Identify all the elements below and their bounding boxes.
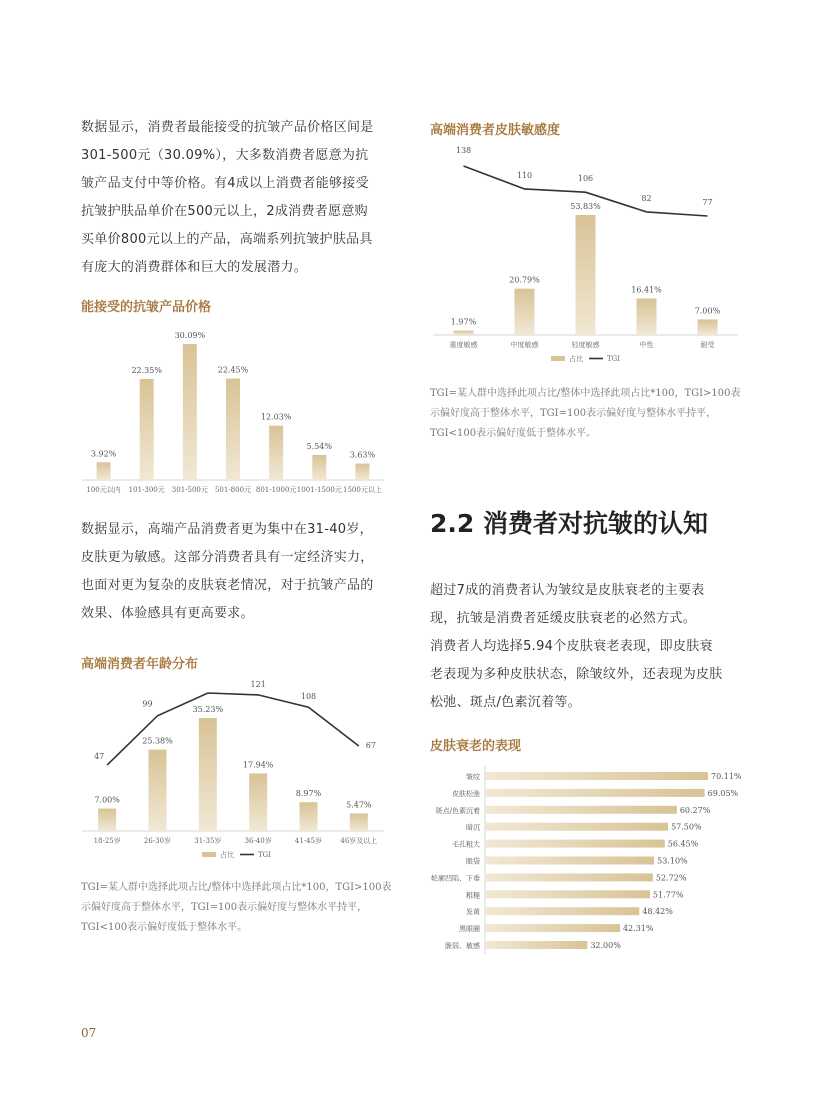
- tgi-value-label: 106: [577, 174, 594, 184]
- category-label: 26-30岁: [143, 837, 172, 845]
- bar: [249, 773, 267, 831]
- note-line: TGI<100表示偏好度低于整体水平。: [430, 428, 597, 439]
- category-label: 脆弱、敏感: [445, 942, 480, 950]
- bar: [486, 823, 668, 831]
- category-label: 轻度敏感: [571, 341, 600, 349]
- tgi-value-label: 138: [455, 146, 472, 155]
- category-label: 耐受: [700, 341, 715, 349]
- awareness-paragraph: [430, 577, 750, 717]
- bar: [576, 215, 596, 335]
- tgi-value-label: 67: [365, 741, 376, 751]
- legend-label: 占比: [220, 851, 234, 859]
- note-line: TGI=某人群中选择此项占比/整体中选择此项占比*100，TGI>100表: [430, 388, 741, 399]
- page-number: 07: [81, 1026, 97, 1040]
- age-paragraph: [81, 516, 401, 628]
- category-label: 18-25岁: [93, 837, 121, 845]
- category-label: 41-45岁: [294, 837, 323, 845]
- bar: [312, 455, 326, 480]
- category-label: 发黄: [466, 908, 480, 917]
- bar-value-label: 42.31%: [622, 924, 654, 934]
- text-line: 抗皱护肤品单价在500元以上，2成消费者愿意购: [81, 204, 368, 219]
- category-label: 重度敏感: [449, 341, 478, 349]
- bar-value-label: 30.09%: [174, 331, 206, 340]
- tgi-value-label: 121: [250, 679, 266, 689]
- bar-value-label: 7.00%: [694, 306, 721, 316]
- bar: [140, 379, 154, 480]
- text-line: 现，抗皱是消费者延缓皮肤衰老的必然方式。: [430, 611, 697, 626]
- category-label: 中性: [639, 341, 654, 349]
- bar-value-label: 51.77%: [652, 890, 684, 900]
- category-label: 皮肤松弛: [452, 789, 480, 798]
- bar: [486, 873, 653, 881]
- category-label: 100元以内: [86, 486, 121, 494]
- section-heading: 2.2 消费者对抗皱的认知: [430, 509, 708, 538]
- text-line: 效果、体验感具有更高要求。: [81, 606, 254, 621]
- tgi-note-right: [430, 384, 750, 444]
- category-label: 801-1000元: [255, 486, 297, 494]
- bar: [454, 331, 474, 335]
- legend-label: 占比: [569, 355, 583, 363]
- category-label: 黑眼圈: [459, 925, 480, 934]
- bar-value-label: 12.03%: [260, 412, 292, 422]
- note-line: 示偏好度高于整体水平，TGI=100表示偏好度与整体水平持平，: [430, 408, 717, 419]
- tgi-value-label: 77: [702, 198, 713, 207]
- text-line: 皮肤更为敏感。这部分消费者具有一定经济实力，: [81, 550, 374, 565]
- category-label: 暗沉: [466, 823, 480, 832]
- bar: [98, 809, 116, 831]
- bar: [183, 344, 197, 480]
- age-chart: [78, 676, 408, 871]
- bar: [149, 750, 167, 831]
- text-line: 数据显示，高端产品消费者更为集中在31-40岁，: [81, 522, 373, 537]
- bar-value-label: 56.45%: [667, 839, 699, 849]
- note-line: TGI=某人群中选择此项占比/整体中选择此项占比*100，TGI>100表: [81, 882, 392, 893]
- bar: [637, 298, 657, 335]
- legend-label: TGI: [607, 355, 621, 363]
- bar-value-label: 53.10%: [657, 856, 688, 866]
- aging-chart: [428, 764, 748, 954]
- bar-value-label: 48.42%: [642, 907, 673, 917]
- bar: [698, 319, 718, 335]
- sensitivity-chart-title: 高端消费者皮肤敏感度: [430, 123, 561, 138]
- bar-value-label: 57.50%: [671, 822, 702, 832]
- bar-value-label: 17.94%: [242, 760, 274, 770]
- bar-value-label: 20.79%: [509, 275, 540, 285]
- tgi-value-label: 47: [94, 752, 105, 761]
- bar: [486, 789, 705, 797]
- aging-chart-title: 皮肤衰老的表现: [430, 739, 522, 754]
- category-label: 中度敏感: [510, 341, 539, 349]
- note-line: TGI<100表示偏好度低于整体水平。: [81, 922, 248, 933]
- text-line: 超过7成的消费者认为皱纹是皮肤衰老的主要表: [430, 583, 705, 598]
- category-label: 301-500元: [171, 486, 208, 494]
- legend-swatch-bar: [551, 356, 565, 361]
- text-line: 老表现为多种皮肤状态，除皱纹外，还表现为皮肤: [430, 667, 723, 682]
- bar: [350, 813, 368, 831]
- category-label: 皱纹: [466, 773, 480, 781]
- category-label: 斑点/色素沉着: [435, 806, 480, 815]
- text-line: 数据显示，消费者最能接受的抗皱产品价格区间是: [81, 120, 374, 135]
- price-chart-title: 能接受的抗皱产品价格: [81, 300, 212, 315]
- bar-value-label: 8.97%: [295, 789, 322, 799]
- category-label: 501-800元: [214, 486, 252, 494]
- category-label: 轮廓凹陷、下垂: [431, 874, 480, 883]
- bar-value-label: 35.23%: [192, 705, 224, 714]
- bar: [355, 464, 369, 480]
- category-label: 毛孔粗大: [452, 840, 480, 849]
- bar: [515, 289, 535, 335]
- category-label: 46岁及以上: [340, 837, 378, 845]
- bar-value-label: 16.41%: [631, 285, 662, 295]
- bar: [97, 462, 111, 480]
- category-label: 眼袋: [466, 857, 480, 866]
- bar: [486, 924, 620, 932]
- text-line: 买单价800元以上的产品，高端系列抗皱护肤品具: [81, 232, 373, 247]
- category-label: 31-35岁: [194, 837, 222, 845]
- bar-value-label: 1.97%: [450, 317, 477, 327]
- tgi-value-label: 108: [300, 692, 317, 702]
- legend-label: TGI: [258, 851, 272, 859]
- bar-value-label: 22.45%: [217, 365, 249, 375]
- bar-value-label: 53.83%: [570, 202, 601, 211]
- tgi-value-label: 99: [142, 699, 153, 709]
- bar: [226, 379, 240, 480]
- price-chart: [78, 318, 408, 498]
- bar: [486, 857, 654, 865]
- text-line: 消费者人均选择5.94个皮肤衰老表现，即皮肤衰: [430, 639, 713, 654]
- age-chart-title: 高端消费者年龄分布: [81, 657, 199, 672]
- bar: [300, 802, 318, 831]
- bar-value-label: 7.00%: [94, 795, 120, 805]
- bar-value-label: 3.92%: [90, 449, 117, 459]
- bar: [199, 718, 217, 831]
- bar-value-label: 5.47%: [346, 800, 372, 810]
- bar-value-label: 69.05%: [707, 788, 739, 798]
- text-line: 也面对更为复杂的皮肤衰老情况，对于抗皱产品的: [81, 578, 374, 593]
- price-paragraph: [81, 114, 401, 282]
- bar-value-label: 3.63%: [349, 450, 376, 460]
- category-label: 1500元以上: [343, 486, 382, 494]
- bar-value-label: 25.38%: [142, 736, 173, 746]
- text-line: 301-500元（30.09%），大多数消费者愿意为抗: [81, 148, 369, 163]
- category-label: 36-40岁: [244, 837, 272, 845]
- legend-swatch-bar: [202, 852, 216, 857]
- tgi-value-label: 82: [641, 193, 652, 203]
- category-label: 101-300元: [128, 486, 165, 494]
- bar: [486, 890, 650, 898]
- tgi-value-label: 110: [516, 170, 533, 180]
- bar-value-label: 22.35%: [131, 365, 162, 375]
- bar-value-label: 52.72%: [655, 873, 687, 883]
- sensitivity-chart: [428, 142, 748, 372]
- tgi-note-left: [81, 878, 401, 938]
- text-line: 松弛、斑点/色素沉着等。: [430, 695, 581, 710]
- bar: [486, 806, 677, 814]
- category-label: 1001-1500元: [296, 486, 342, 494]
- bar-value-label: 60.27%: [679, 805, 711, 815]
- bar: [486, 840, 665, 848]
- bar: [486, 941, 587, 949]
- bar: [486, 907, 639, 915]
- category-label: 粗糙: [466, 891, 480, 900]
- bar-value-label: 70.11%: [711, 772, 742, 781]
- note-line: 示偏好度高于整体水平，TGI=100表示偏好度与整体水平持平，: [81, 902, 368, 913]
- text-line: 有庞大的消费群体和巨大的发展潜力。: [81, 260, 308, 275]
- bar-value-label: 5.54%: [306, 441, 332, 451]
- bar: [486, 772, 708, 780]
- text-line: 皱产品支付中等价格。有4成以上消费者能够接受: [81, 176, 369, 191]
- bar: [269, 426, 283, 480]
- bar-value-label: 32.00%: [590, 941, 621, 950]
